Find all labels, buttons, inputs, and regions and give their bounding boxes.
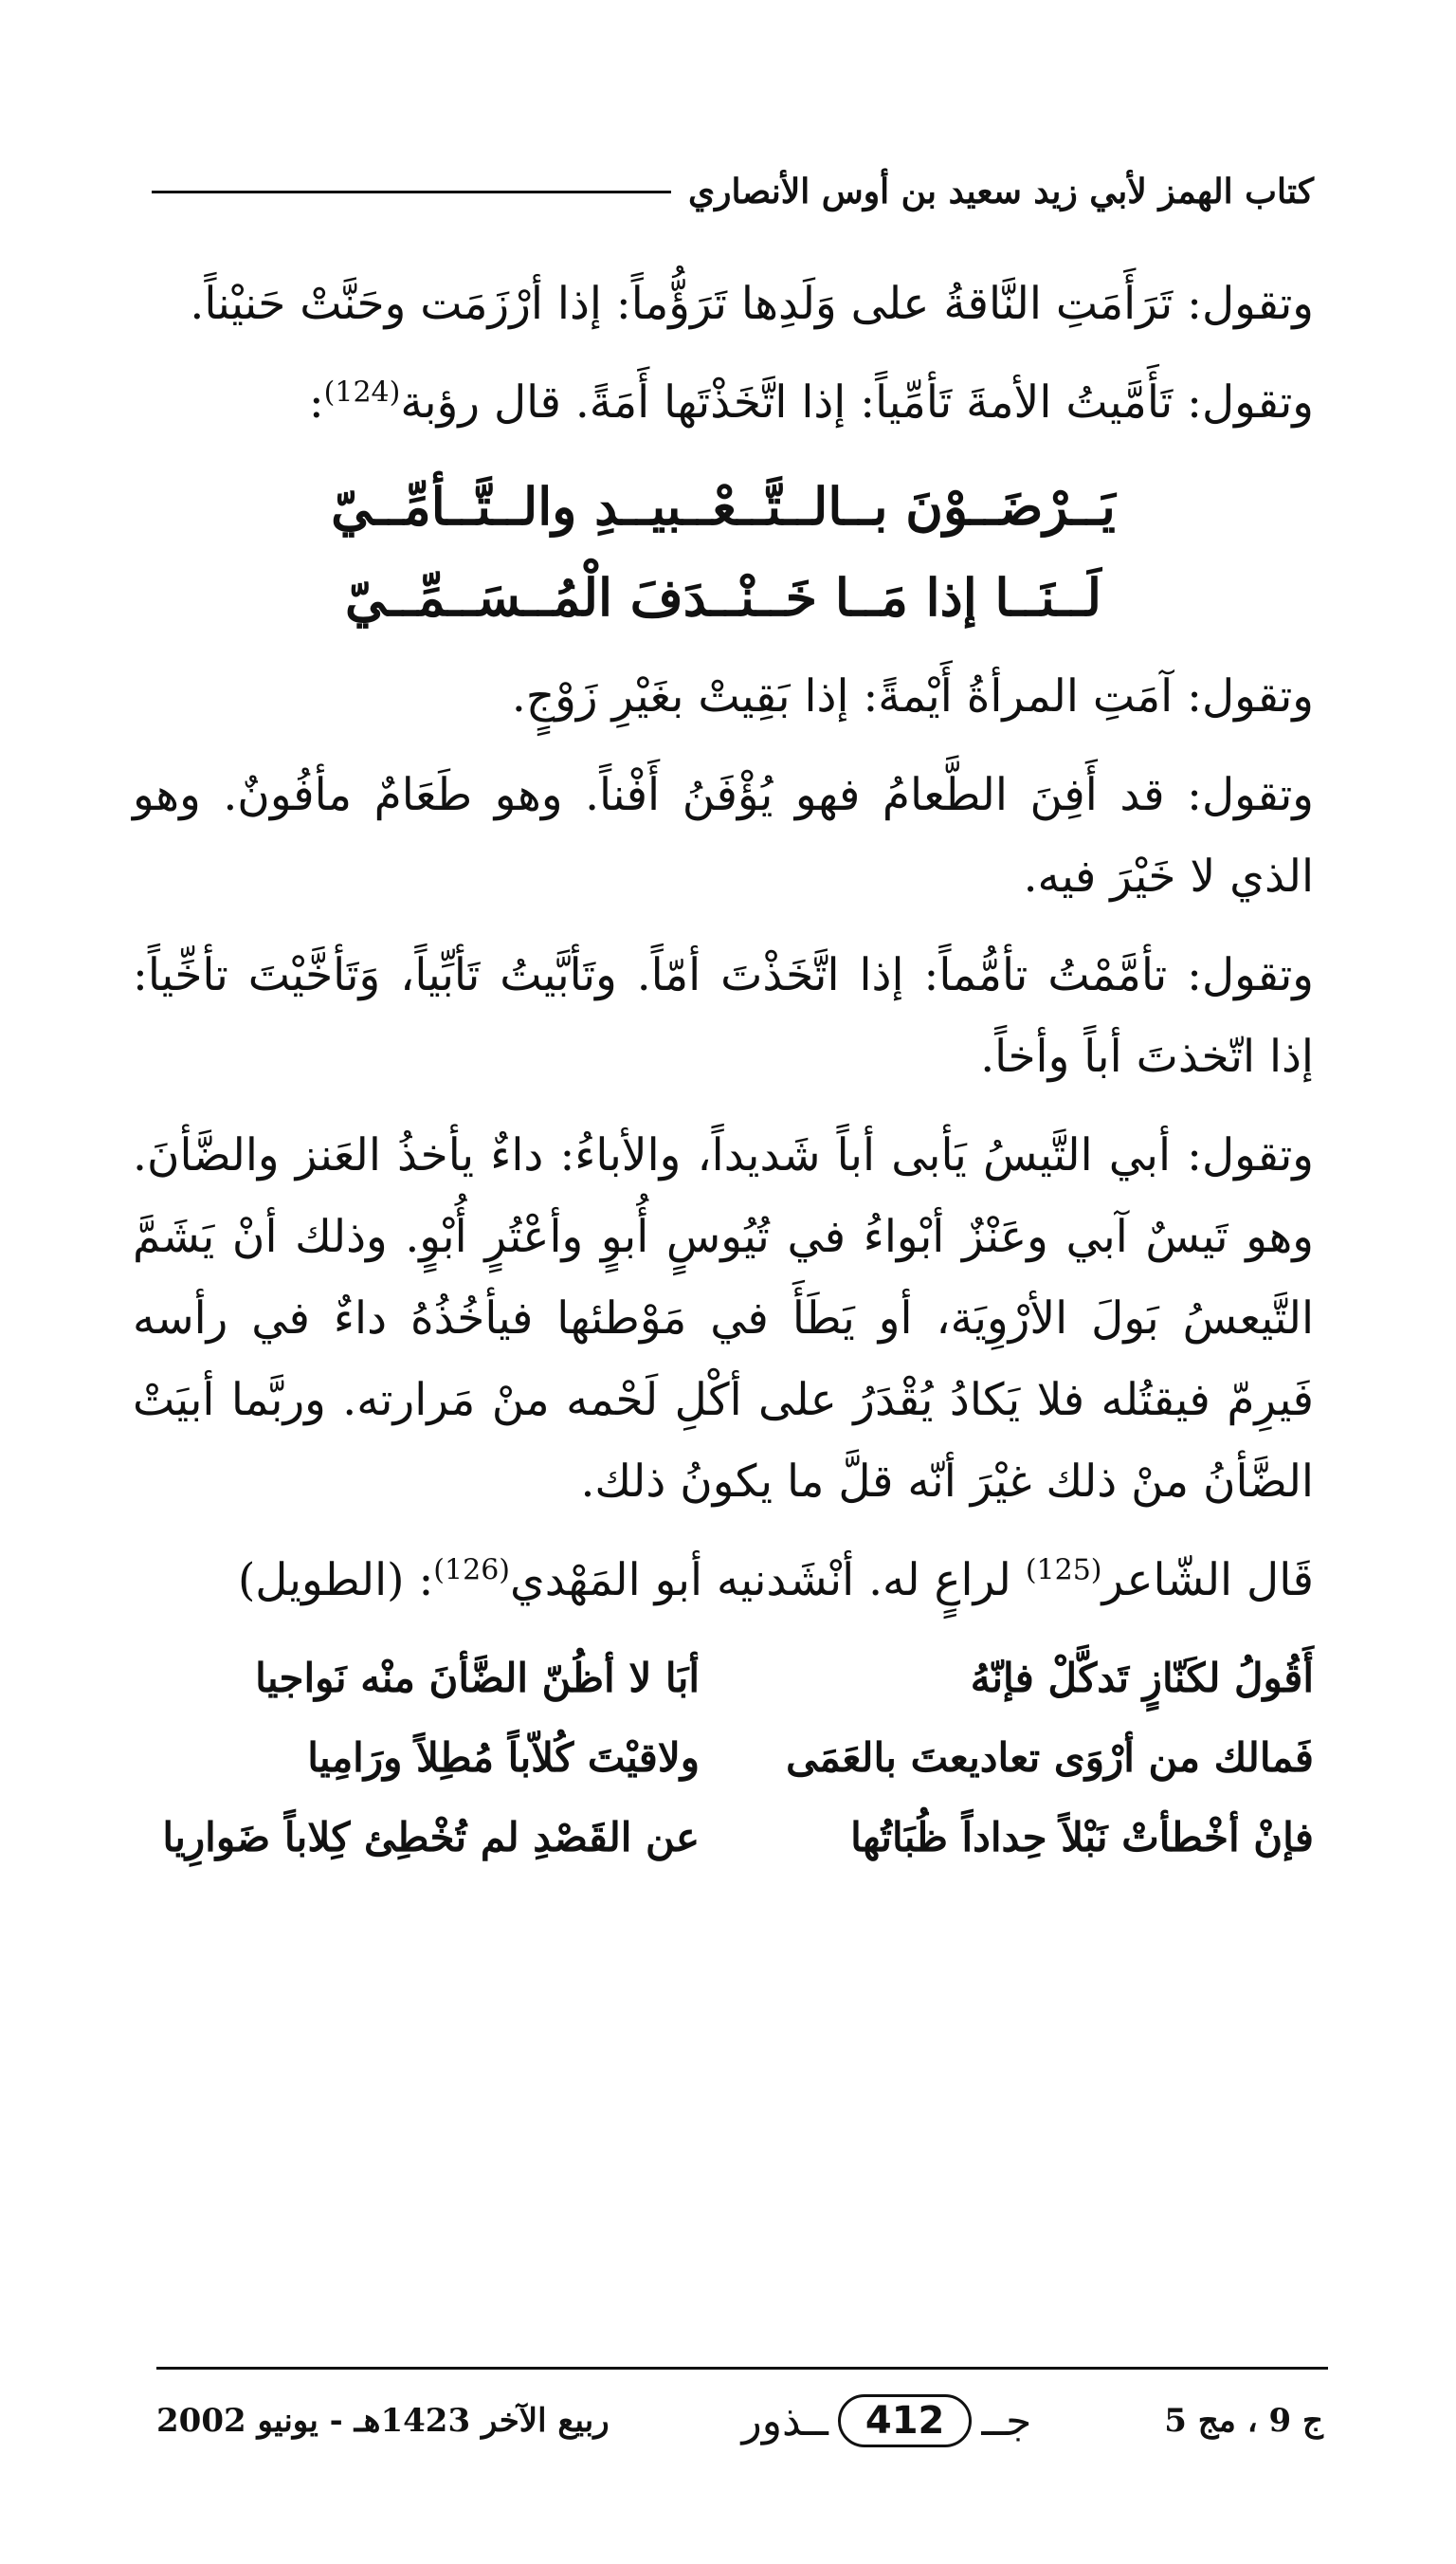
poem-verse	[133, 1798, 1314, 1877]
footer	[156, 2378, 1323, 2463]
header-rule	[152, 191, 671, 193]
poem	[133, 1639, 1314, 1877]
book-title: كتاب الهمز لأبي زيد سعيد بن أوس الأنصاري	[687, 172, 1314, 211]
paragraph	[133, 362, 1314, 444]
paragraph-text: قَال الشّاعر	[1101, 1554, 1314, 1606]
centered-verse	[133, 461, 1314, 643]
poem-verse	[133, 1718, 1314, 1798]
paragraph-text: وتقول: قد أَفِنَ الطَّعامُ فهو يُؤْفَنُ أَفْناً. وهو طَعَامٌ مأفُونٌ. وهو الذي لا خَيْرَ فيه.	[133, 769, 1314, 903]
poem-verse	[133, 1639, 1314, 1718]
running-head	[152, 163, 1314, 220]
hemistich-second: ولاقيْتَ كُلاّباً مُطِلاً ورَامِيا	[307, 1734, 701, 1781]
paragraph	[133, 656, 1314, 738]
paragraph	[133, 1115, 1314, 1523]
paragraph-text: وتقول: تَرَأَمَتِ النَّاقةُ على وَلَدِها تَرَؤُّماً: إذا أرْزَمَت وحَنَّتْ حَنيْناً.	[190, 278, 1314, 330]
paragraph-text: لراعٍ له. أنْشَدنيه أبو المَهْدي	[510, 1554, 1026, 1606]
poem-intro	[133, 1540, 1314, 1621]
punctuation: :	[308, 376, 324, 429]
journal-name-right: ــذور	[741, 2396, 828, 2445]
verse-line: يَــرْضَــوْنَ بــالــتَّــعْــبيــدِ والــتَّــأمِّــيّ	[331, 476, 1116, 537]
footnote-ref[interactable]: (124)	[323, 375, 401, 410]
meter-label: : (الطويل)	[237, 1554, 434, 1606]
paragraph	[133, 755, 1314, 918]
paragraph-text: وتقول: تأمَّمْتُ تأمُّماً: إذا اتَّخَذْتَ أمّاً. وتَأبَّيتُ تَأبِّياً، وَتَأخَّيْتَ تأخِّياً: إذا اتّخذتَ أباً وأخاً.	[133, 949, 1314, 1083]
hemistich-second: عن القَصْدِ لم تُخْطِئ كِلاباً ضَوارِيا	[162, 1814, 701, 1860]
verse-line: لَــنَــا إذا مَــا خَــنْــدَفَ الْمُــسَــمِّــيّ	[344, 567, 1102, 628]
hemistich-first: فإنْ أخْطأتْ نَبْلاً حِداداً ظُبَاتُها	[850, 1814, 1314, 1860]
journal-logo	[742, 2394, 1032, 2447]
issue-label: ج 9 ، مج 5	[1164, 2402, 1323, 2440]
hemistich-first: أَقُولُ لكَنّازٍ تَدكَّلْ فإنّهُ	[970, 1655, 1314, 1701]
paragraph	[133, 935, 1314, 1098]
paragraph-text: وتقول: آمَتِ المرأةُ أَيْمةً: إذا بَقِيتْ بغَيْرِ زَوْجٍ.	[511, 670, 1314, 723]
page-number: 412	[838, 2394, 973, 2447]
hemistich-second: أبَا لا أظُنّ الضَّأنَ منْه نَواجيا	[255, 1655, 701, 1701]
hemistich-first: فَمالك من أرْوَى تعاديعتَ بالعَمَى	[786, 1734, 1314, 1781]
paragraph-text: وتقول: تَأَمَّيتُ الأمةَ تَأمِّياً: إذا اتَّخَذْتَها أَمَةً. قال رؤبة	[400, 376, 1314, 429]
journal-name-left: جــ	[981, 2396, 1032, 2445]
footnote-ref[interactable]: (125)	[1025, 1553, 1102, 1587]
paragraph	[133, 264, 1314, 345]
body-text	[133, 264, 1314, 1877]
issue-date: ربيع الآخر 1423هـ - يونيو 2002	[156, 2402, 610, 2440]
footnote-ref[interactable]: (126)	[433, 1553, 510, 1587]
footer-rule	[156, 2367, 1328, 2370]
paragraph-text: وتقول: أبي التَّيسُ يَأبى أباً شَديداً، والأباءُ: داءٌ يأخذُ العَنز والضَّأنَ. وهو تَيسٌ آبي وعَنْزٌ أبْواءُ في تُيُوسٍ أُبوٍ وأعْتُرٍ أُبْوٍ. وذلك أنْ يَشَمَّ التَّيعسُ بَولَ الأرْوِيَة، أو يَطَأَ في مَوْطئها فيأخُذُهُ داءٌ في رأسه فَيرِمّ فيقتُله فلا يَكادُ يُقْدَرُ على أكْلِ لَحْمه منْ مَرارته. وربَّما أبيَتْ الضَّأنُ منْ ذلك غيْرَ أنّه قلَّ ما يكونُ ذلك.	[133, 1129, 1314, 1508]
